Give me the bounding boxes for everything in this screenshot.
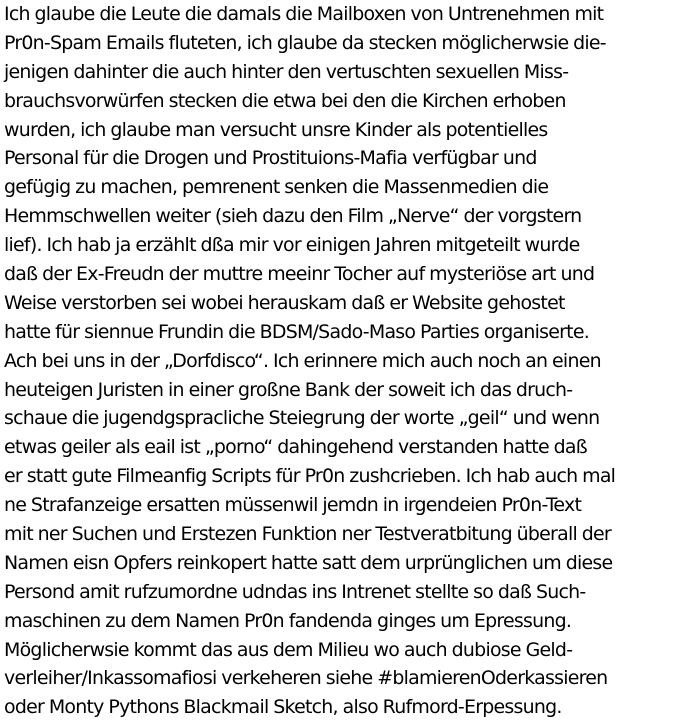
text-line: Pr0n-Spam Emails fluteten, ich glaube da stecken möglicherwsie die- xyxy=(4,31,606,54)
text-line: lief). Ich hab ja erzählt dßa mir vor einigen Jahren mitgeteilt wurde xyxy=(4,234,580,257)
text-line: wurden, ich glaube man versucht unsre Kinder als potentielles xyxy=(4,118,548,141)
text-line: gefügig zu machen, pemrenent senken die Massenmedien die xyxy=(4,176,549,199)
text-line: schaue die jugendgspracliche Steiegrung der worte „geil“ und wenn xyxy=(4,407,600,430)
text-line: Ich glaube die Leute die damals die Mailboxen von Untrenehmen mit xyxy=(4,3,604,25)
text-line: Weise verstorben sei wobei herauskam daß er Website gehostet xyxy=(4,291,565,314)
text-line: er statt gute Filmeanfig Scripts für Pr0n zushcrieben. Ich hab auch mal xyxy=(4,465,616,488)
text-line: mit ner Suchen und Erstezen Funktion ner Testveratbitung überall der xyxy=(4,523,611,546)
text-line: heuteigen Juristen in einer großne Bank der soweit ich das druch- xyxy=(4,378,573,401)
text-line: Hemmschwellen weiter (sieh dazu den Film „Nerve“ der vorgstern xyxy=(4,205,582,228)
text-line: Persond amit rufzumordne udndas ins Intrenet stellte so daß Such- xyxy=(4,580,586,603)
text-line: Ach bei uns in der „Dorfdisco“. Ich erinnere mich auch noch an einen xyxy=(4,349,601,372)
text-line: oder Monty Pythons Blackmail Sketch, also Rufmord-Erpessung. xyxy=(4,696,562,719)
text-line: ne Strafanzeige ersatten müssenwil jemdn in irgendeien Pr0n-Text xyxy=(4,494,582,517)
text-line: Möglicherwsie kommt das aus dem Milieu wo auch dubiose Geld- xyxy=(4,638,573,661)
text-line: daß der Ex-Freudn der muttre meeinr Tocher auf mysteriöse art und xyxy=(4,263,595,286)
text-line: Namen eisn Opfers reinkopert hatte satt dem urprünglichen um diese xyxy=(4,551,613,574)
text-line: etwas geiler als eail ist „porno“ dahingehend verstanden hatte daß xyxy=(4,436,587,459)
text-line: Personal für die Drogen und Prostituions-Mafia verfügbar und xyxy=(4,147,537,170)
text-line: maschinen zu dem Namen Pr0n fandenda ginges um Epressung. xyxy=(4,609,572,632)
text-line: hatte für siennue Frundin die BDSM/Sado-Maso Parties organiserte. xyxy=(4,320,590,343)
text-block xyxy=(4,0,678,722)
text-line: verleiher/Inkassomafiosi verkeheren siehe #blamierenOderkassieren xyxy=(4,667,608,690)
text-line: jenigen dahinter die auch hinter den vertuschten sexuellen Miss- xyxy=(4,60,569,83)
text-line: brauchsvorwürfen stecken die etwa bei den die Kirchen erhoben xyxy=(4,89,566,112)
